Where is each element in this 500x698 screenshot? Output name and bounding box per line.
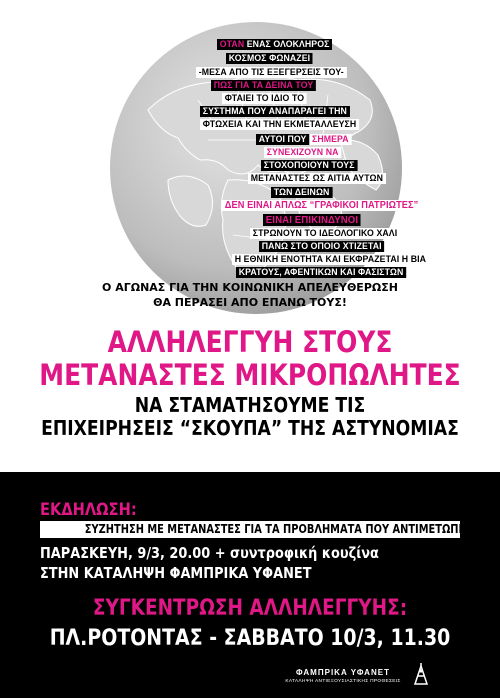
headline-line-1: ΑΛΛΗΛΕΓΓΥΗ ΣΤΟΥΣ <box>107 325 393 359</box>
text-line-9: ΣΥΝΕΧΙΖΟΥΝ ΝΑ <box>264 147 341 159</box>
signature <box>268 668 418 685</box>
text-line-15: ΣΤΡΩΝΟΥΝ ΤΟ ΙΔΕΟΛΟΓΙΚΟ ΧΑΛΙ <box>250 228 400 240</box>
text-line-16: ΠΑΝΩ ΣΤΟ ΟΠΟΙΟ ΧΤΙΖΕΤΑΙ <box>259 241 384 253</box>
subheadline-line-1: ΝΑ ΣΤΑΜΑΤΗΣΟΥΜΕ ΤΙΣ <box>134 393 366 417</box>
text-line-10: ΣΤΟΧΟΠΟΙΟΥΝ ΤΟΥΣ <box>261 160 357 172</box>
rally-label: ΣΥΓΚΕΝΤΡΩΣΗ ΑΛΛΗΛΕΓΓΥΗΣ: <box>92 596 408 621</box>
text-line-3: -ΜΕΣΑ ΑΠΟ ΤΙΣ ΕΞΕΓΕΡΣΕΙΣ ΤΟΥ- <box>196 67 347 79</box>
text-line-7: ΦΤΩΧΕΙΑ ΚΑΙ ΤΗΝ ΕΚΜΕΤΑΛΛΕΥΣΗ <box>200 119 359 131</box>
rally-place: ΠΛ.ΡΟΤΟΝΤΑΣ - ΣΑΒΒΑΤΟ 10/3, 11.30 <box>49 626 451 651</box>
discussion-text: ΣΥΖΗΤΗΣΗ ΜΕ ΜΕΤΑΝΑΣΤΕΣ ΓΙΑ ΤΑ ΠΡΟΒΛΗΜΑΤΑ ΠΟΥ ΑΝΤΙΜΕΤΩΠΙΖΟΥΝ <box>84 522 494 536</box>
event-where: ΣΤΗΝ ΚΑΤΑΛΗΨΗ ΦΑΜΠΡΙΚΑ ΥΦΑΝΕΤ <box>40 564 312 582</box>
text-line-14: ΕΙΝΑΙ ΕΠΙΚΙΝΔΥΝΟΙ <box>263 214 361 226</box>
text-line-2: ΚΟΣΜΟΣ ΦΩΝΑΖΕΙ <box>226 53 313 65</box>
text-line-12: ΤΩΝ ΔΕΙΝΩΝ <box>271 187 332 199</box>
subheadline-line-2: ΕΠΙΧΕΙΡΗΣΕΙΣ “ΣΚΟΥΠΑ” ΤΗΣ ΑΣΤΥΝΟΜΙΑΣ <box>41 416 459 440</box>
text-line-11: ΜΕΤΑΝΑΣΤΕΣ ΩΣ ΑΙΤΙΑ ΑΥΤΩΝ <box>248 173 386 185</box>
signature-name: ΦΑΜΠΡΙΚΑ ΥΦΑΝΕΤ <box>296 668 390 677</box>
event-when: ΠΑΡΑΣΚΕΥΗ, 9/3, 20.00 + συντροφική κουζίνα <box>40 544 379 562</box>
signature-tagline: ΚΑΤΑΛΗΨΗ ΑΝΤΙΕΞΟΥΣΙΑΣΤΙΚΗΣ ΠΡΟΘΕΣΕΙΣ <box>285 679 401 684</box>
event-label: ΕΚΔΗΛΩΣΗ: <box>40 500 137 520</box>
top-text-block <box>0 0 500 320</box>
headline-line-2: ΜΕΤΑΝΑΣΤΕΣ ΜΙΚΡΟΠΩΛΗΤΕΣ <box>39 358 461 392</box>
text-line-1: ΟΤΑΝ ΕΝΑΣ ΟΛΟΚΛΗΡΟΣ <box>217 39 332 51</box>
discussion-banner <box>40 521 494 538</box>
text-line-18: ΚΡΑΤΟΥΣ, ΑΦΕΝΤΙΚΩΝ ΚΑΙ ΦΑΣΙΣΤΩΝ <box>236 267 406 279</box>
fambrika-logo-icon <box>412 662 430 686</box>
text-line-17: Η ΕΘΝΙΚΗ ΕΝΟΤΗΤΑ ΚΑΙ ΕΚΦΡΑΖΕΤΑΙ Η ΒΙΑ <box>232 254 429 266</box>
outro-line-2: ΘΑ ΠΕΡΑΣΕΙ ΑΠΟ ΕΠΑΝΩ ΤΟΥΣ! <box>153 296 347 309</box>
text-line-6: ΣΥΣΤΗΜΑ ΠΟΥ ΑΝΑΠΑΡΑΓΕΙ ΤΗΝ <box>200 106 350 118</box>
outro-line-1: Ο ΑΓΩΝΑΣ ΓΙΑ ΤΗΝ ΚΟΙΝΩΝΙΚΗ ΑΠΕΛΕΥΘΕΡΩΣΗ <box>102 281 398 294</box>
text-line-5: ΦΤΑΙΕΙ ΤΟ ΙΔΙΟ ΤΟ <box>222 93 307 105</box>
text-line-4: ΠΩΣ ΓΙΑ ΤΑ ΔΕΙΝΑ ΤΟΥ <box>211 80 316 92</box>
text-line-13: ΔΕΝ ΕΙΝΑΙ ΑΠΛΩΣ “ΓΡΑΦΙΚΟΙ ΠΑΤΡΙΩΤΕΣ” <box>222 200 421 212</box>
text-line-8: ΑΥΤΟΙ ΠΟΥ ΣΗΜΕΡΑ <box>256 134 351 146</box>
